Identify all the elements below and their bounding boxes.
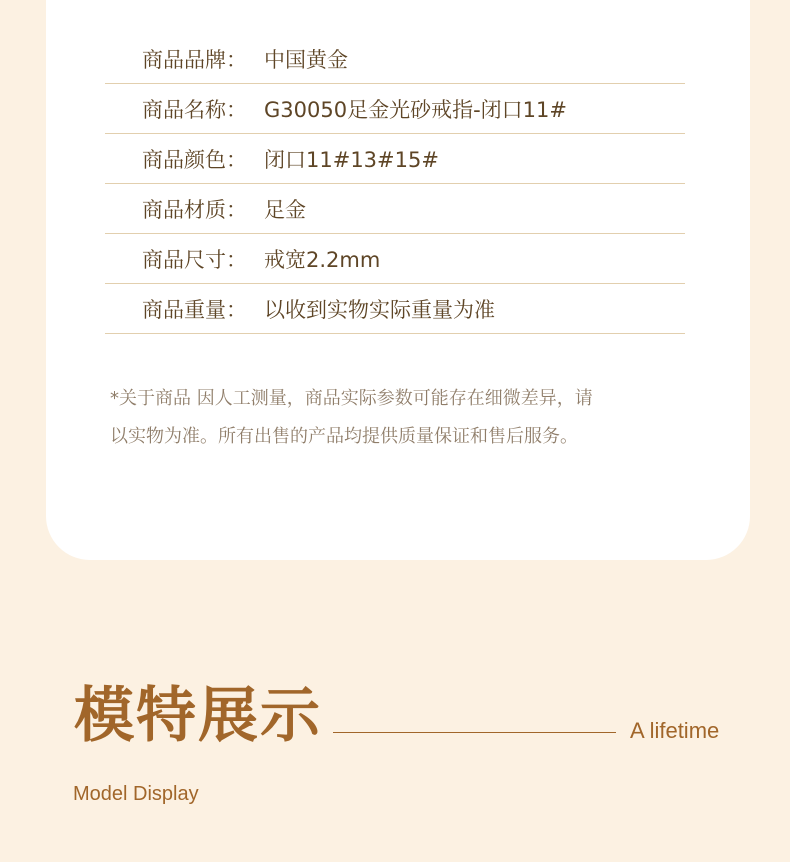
note-line: *关于商品 因人工测量，商品实际参数可能存在细微差异，请 xyxy=(110,388,593,409)
spec-label: 商品名称： xyxy=(142,97,247,122)
measurement-note xyxy=(110,380,680,456)
section-tagline: A lifetime xyxy=(630,718,720,743)
spec-value: G30050足金光砂戒指-闭口11# xyxy=(264,97,567,122)
spec-list xyxy=(105,34,685,334)
spec-label: 商品重量： xyxy=(142,297,247,322)
spec-label: 商品尺寸： xyxy=(142,247,247,272)
spec-row-weight xyxy=(105,284,685,334)
spec-label: 商品材质： xyxy=(142,197,247,222)
spec-value: 中国黄金 xyxy=(264,47,348,72)
spec-value: 以收到实物实际重量为准 xyxy=(264,297,495,322)
note-line: 以实物为准。所有出售的产品均提供质量保证和售后服务。 xyxy=(110,426,578,447)
spec-row-color xyxy=(105,134,685,184)
section-subtitle: Model Display xyxy=(73,783,199,805)
spec-row-name xyxy=(105,84,685,134)
spec-label: 商品品牌： xyxy=(142,47,247,72)
spec-row-size xyxy=(105,234,685,284)
section-title: 模特展示 xyxy=(74,681,322,751)
spec-value: 闭口11#13#15# xyxy=(264,147,439,172)
spec-value: 足金 xyxy=(264,197,306,222)
spec-label: 商品颜色： xyxy=(142,147,247,172)
spec-value: 戒宽2.2mm xyxy=(264,247,381,272)
spec-row-material xyxy=(105,184,685,234)
title-divider-line xyxy=(333,732,616,733)
spec-row-brand xyxy=(105,34,685,84)
